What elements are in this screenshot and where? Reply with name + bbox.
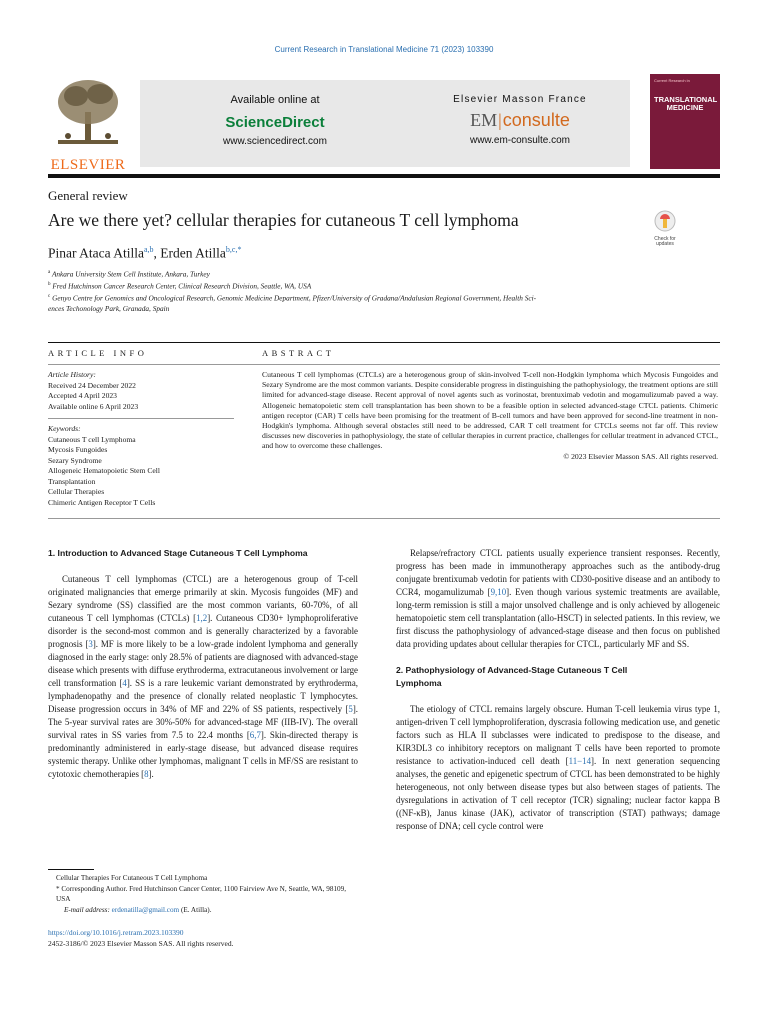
- section-heading-intro: 1. Introduction to Advanced Stage Cutaneous T Cell Lymphoma: [48, 548, 308, 558]
- affiliation: ences Techonology Park, Granada, Spain: [48, 303, 170, 313]
- check-for-updates-button[interactable]: [646, 210, 684, 248]
- affiliations: [48, 268, 668, 314]
- keyword: Sezary Syndrome: [48, 455, 102, 465]
- info-divider: [48, 418, 234, 419]
- publisher-band: [140, 80, 630, 167]
- citation-link[interactable]: 5: [348, 704, 353, 714]
- keyword: Cellular Therapies: [48, 487, 105, 496]
- article-type: General review: [48, 188, 128, 203]
- affiliation: $^b$ Fred Hutchinson Cancer Research Center, Clinical Research Division, Seattle, WA, USA: [48, 281, 312, 291]
- citation-link[interactable]: 3: [88, 639, 93, 649]
- issn-copyright: 2452-3186/© 2023 Elsevier Masson SAS. All rights reserved.: [48, 939, 234, 948]
- affiliation: $^c$ Genyo Centre for Genomics and Oncological Research, Genomic Medicine Department, Pfizer/University of Gradana/Andalusian Regional Government, Health Sci-: [48, 293, 537, 303]
- cover-title: TRANSLATIONAL MEDICINE: [654, 95, 718, 112]
- abstract-bottom-rule: [48, 518, 720, 519]
- author-list: Pinar Ataca Atilla$^{a,b}$, Erden Atilla$^{b,c,*}$: [48, 245, 242, 261]
- footnote-rule: [48, 869, 94, 870]
- article-info-box: [48, 370, 234, 508]
- article-title: Are we there yet? cellular therapies for cutaneous T cell lymphoma: [48, 210, 519, 230]
- author-affil-sup[interactable]: a,b: [143, 245, 154, 254]
- body-paragraph: The etiology of CTCL remains largely obscure. Human T-cell leukemia virus type 1, antigen-driven T cell lymphoproliferation, dyscrasia following medication use, and genetic factors such as HLA II subclasses were indicated to predispose to the disease, and KIR3DL3 co inhibitory receptors on malignant T cells have been reported to promote resistance to activation-induced cell death [11−14]. In next generation sequencing analyses, the genetic and epigenetic spectrum of CTCL has been demonstrated to be highly heterogeneous, not only between disease types but also between stages of patients. The dysregulations in activation of T cell receptor (TCR) signaling; nuclear factor kappa B ((NF-κB), Janus kinase (JAK), activator of transcription (STAT) pathways; damage response of DNA; cell cycle control were: [396, 704, 720, 831]
- footnotes: [48, 873, 358, 915]
- elsevier-masson-label: Elsevier Masson France: [453, 94, 587, 105]
- citation-link[interactable]: 6,7: [249, 730, 261, 740]
- corresponding-author-note: * Corresponding Author. Fred Hutchinson Cancer Center, 1100 Fairview Ave N, Seattle, WA, 98109, USA: [56, 884, 347, 903]
- history-item: Received 24 December 2022: [48, 380, 136, 390]
- left-column: [48, 547, 358, 781]
- keyword: Allogeneic Hematopoietic Stem Cell: [48, 466, 160, 475]
- journal-reference[interactable]: Current Research in Translational Medicine 71 (2023) 103390: [274, 45, 494, 54]
- available-online-label: Available online at: [230, 94, 320, 106]
- journal-header: [48, 74, 720, 174]
- crossmark-line1: Check for: [654, 236, 676, 242]
- sciencedirect-block[interactable]: [180, 94, 370, 147]
- history-item: Available online 6 April 2023: [48, 401, 139, 411]
- abstract-heading: ABSTRACT: [262, 348, 335, 358]
- abstract-body: [262, 370, 718, 462]
- sciencedirect-logo[interactable]: ScienceDirect: [225, 114, 325, 131]
- sciencedirect-url[interactable]: www.sciencedirect.com: [223, 136, 327, 147]
- crossmark-line2: updates: [656, 241, 674, 247]
- citation-link[interactable]: 11−14: [568, 756, 592, 766]
- abstract-text: Cutaneous T cell lymphomas (CTCLs) are a heterogenous group of skin-involved T-cell non-Hodgkin lymphoma which Mycosis Fungoides and Sezary Syndrome are the most common variants. Despite considerable progress in distinguishing the pathophysiology, the treatment options are still limited for advanced-stage disease. Recent approval of novel agents such as vorinostat, brentuximab vedotin and mogamulizumab paved a way. Allogeneic hematopoietic stem cell transplantation has been shown to be a feasible option in selected advanced-stage CTCL patients. Chimeric antigen receptor (CAR) T cells have been promising for the treatment of B-cell tumors and have been approved for second-line treatment in non-Hodgkin's lymphoma. Although several obstacles still need to be addressed, CAR T cell treatment for CTCLs seems not far off. This review discusses new discoveries in pathophysiology, the state of cellular therapies in current practice, challenges for cellular treatment in advanced CTCL, and how to overcome these challenges.: [262, 370, 718, 451]
- elsevier-tree-icon: [48, 74, 128, 154]
- consulte-part: consulte: [502, 110, 570, 130]
- keyword: Chimeric Antigen Receptor T Cells: [48, 497, 156, 507]
- author-name[interactable]: Pinar Ataca Atilla: [48, 245, 144, 261]
- section-heading-pathophysiology: 2. Pathophysiology of Advanced-Stage Cutaneous T Cell Lymphoma: [396, 665, 628, 688]
- keyword: Mycosis Fungoides: [48, 445, 108, 454]
- citation-link[interactable]: 4: [122, 678, 127, 688]
- author-name[interactable]: Erden Atilla: [160, 245, 226, 261]
- emconsulte-url[interactable]: www.em-consulte.com: [469, 135, 571, 146]
- history-label: Article History:: [48, 370, 96, 379]
- journal-cover-thumbnail[interactable]: [650, 74, 720, 169]
- em-part: EM: [470, 110, 498, 130]
- email-link[interactable]: erdenatilla@gmail.com: [111, 905, 180, 914]
- elsevier-wordmark: ELSEVIER: [50, 157, 126, 173]
- author-affil-sup[interactable]: b,c,*: [225, 245, 242, 254]
- info-heading-rule: [48, 364, 720, 365]
- citation-link[interactable]: 8: [144, 769, 149, 779]
- right-column: [396, 547, 720, 833]
- article-info-heading: ARTICLE INFO: [48, 348, 148, 358]
- intro-paragraph: Cutaneous T cell lymphomas (CTCL) are a heterogenous group of T-cell originated malignancies that emerge primarily at skin. Mycosis fungoides (MF) and Sezary syndrome (SS) classified are the most common variants, 60-70%, of all cutaneous T cell lymphomas (CTCLs) [1,2]. Cutaneous CD30+ lymphoproliferative disorder is the second-most common and is generally characterized by a favorable prognosis [3]. MF is more likely to be a low-grade indolent lymphoma and generally diagnosed in the early stage: only 28.5% of patients are diagnosed with advanced-stage disease which presents with diffuse erythroderma, extracutaneous involvement or large cell transformation [4]. SS is a rare leukemic variant demonstrated by erythroderma, lymphadenopathy and the presence of clonally related neoplastic T lymphocytes. Disease progression occurs in 34% of MF and 22% of SS patients, respectively [5]. The 5-year survival rates are 30%-50% for advanced-stage MF (IIB-IV). The overall survival rates in SS varies from 7.5 to 22.4 months [6,7]. Skin-directed therapy is predominantly administered in early-stage disease, but advanced disease requires systemic therapy. Unlike other lymphomas, malignant T cells in MF/SS are resistant to cytotoxic chemotherapies [8].: [48, 574, 358, 779]
- info-top-rule: [48, 342, 720, 343]
- emconsulte-logo[interactable]: EM|consulte: [470, 110, 570, 130]
- keywords-label: Keywords:: [48, 424, 81, 433]
- affiliation: $^a$ Ankara University Stem Cell Institute, Ankara, Turkey: [48, 269, 210, 279]
- abstract-copyright: © 2023 Elsevier Masson SAS. All rights reserved.: [563, 451, 718, 461]
- title-footnote: Cellular Therapies For Cutaneous T Cell Lymphoma: [56, 874, 208, 882]
- citation-link[interactable]: 1,2: [196, 613, 208, 623]
- email-note: E-mail address: erdenatilla@gmail.com (E. Atilla).: [64, 905, 212, 914]
- history-item: Accepted 4 April 2023: [48, 391, 117, 400]
- crossmark-icon: [654, 210, 676, 232]
- keyword: Cutaneous T cell Lymphoma: [48, 434, 136, 444]
- doi-link[interactable]: https://doi.org/10.1016/j.retram.2023.103390: [48, 928, 184, 937]
- keyword: Transplantation: [48, 476, 96, 486]
- citation-link[interactable]: 9,10: [490, 587, 507, 597]
- header-rule: [48, 174, 720, 178]
- body-paragraph: Relapse/refractory CTCL patients usually experience transient responses. Recently, progress has been made in immunotherapy approaches such as the antibody-drug conjugate brentixumab vedotin for patients with CD30-positive disease and an antibody to CCR4, mogamulizumab [9,10]. Even though various systemic treatments are available, long-term remission is still a major unsolved challenge and is only achieved by allogeneic hematopoietic stem cell transplantation (allo-HSCT) in selected patients. In this review, we first discuss the pathophysiology of advanced-stage disease and then focus on published data providing updates about cellular therapies for CTCL, particularly MF and SS.: [396, 548, 720, 649]
- elsevier-logo[interactable]: [48, 74, 128, 174]
- emconsulte-block[interactable]: [430, 94, 610, 146]
- cover-subtitle: Current Research in: [654, 78, 690, 83]
